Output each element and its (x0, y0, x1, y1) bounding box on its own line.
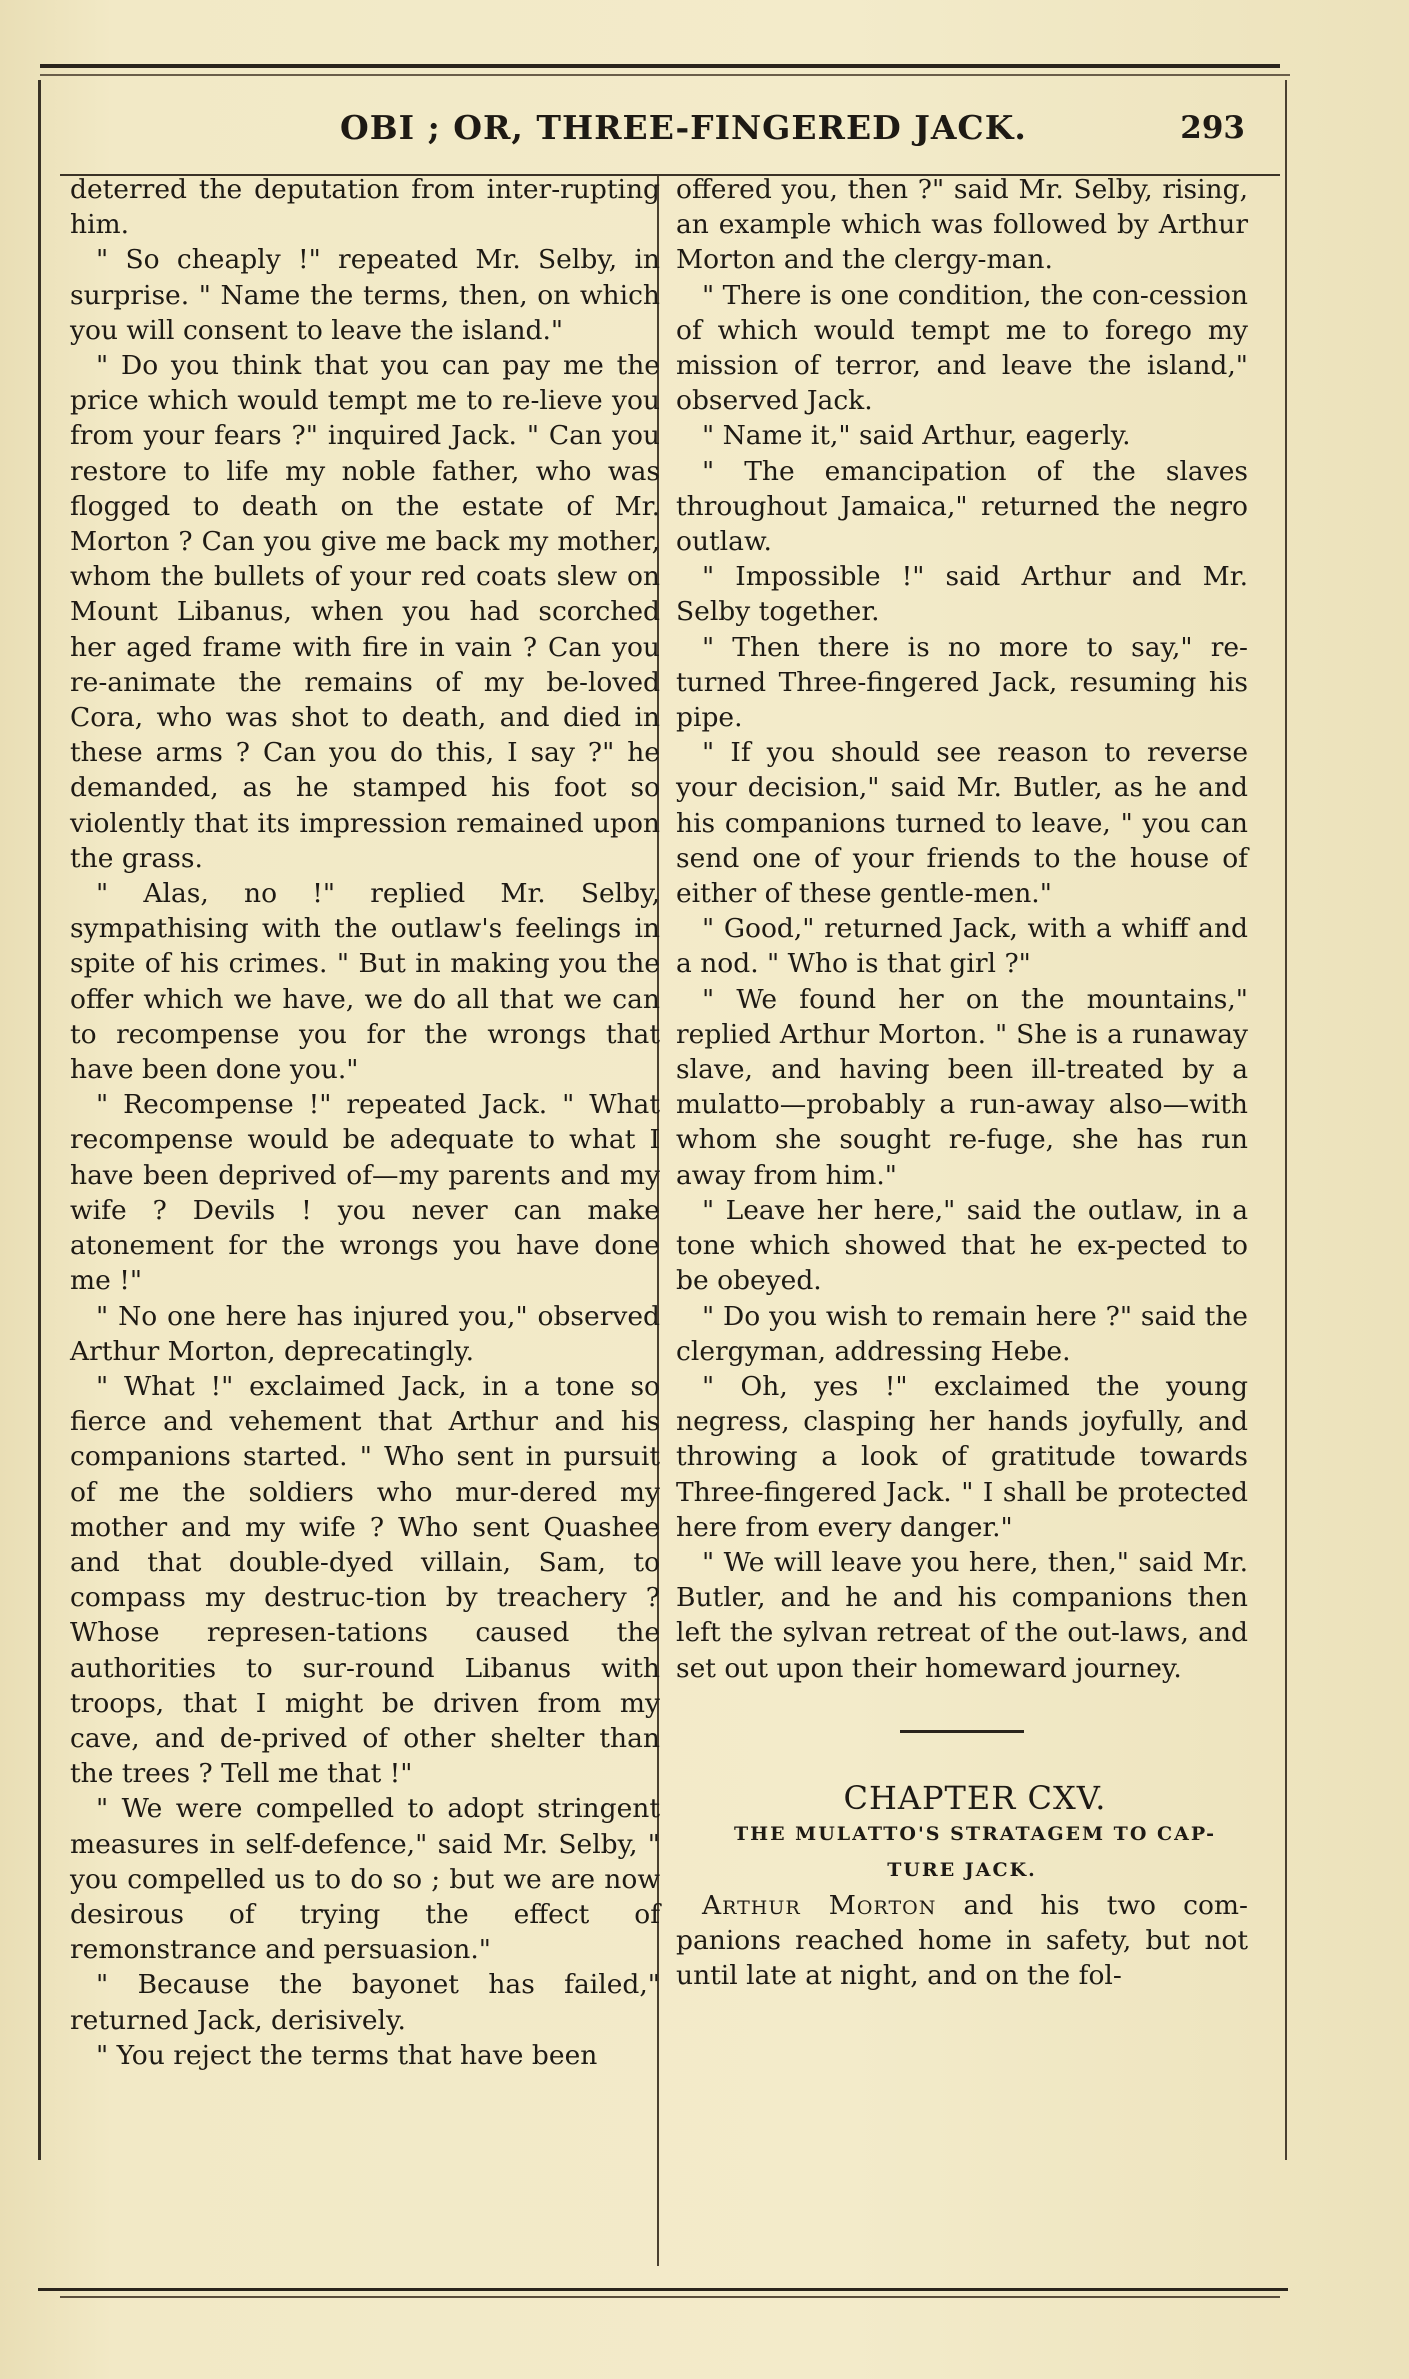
paragraph: " The emancipation of the slaves throughout Jamaica," returned the negro outlaw. (676, 455, 1248, 558)
paragraph: " Because the bayonet has failed," returned Jack, derisively. (70, 1969, 660, 2036)
paragraph: " Recompense !" repeated Jack. " What recompense would be adequate to what I have been deprived of—my parents and my wife ? Devils ! you never can make atonement for the wrongs you have done me !" (70, 1089, 660, 1297)
paragraph: " Do you wish to remain here ?" said the clergyman, addressing Hebe. (676, 1300, 1248, 1367)
top-border-rule (40, 64, 1280, 68)
paragraph: " We will leave you here, then," said Mr. Butler, and he and his companions then left the sylvan retreat of the out-laws, and set out upon their homeward journey. (676, 1546, 1248, 1684)
right-border-rule (1285, 80, 1287, 2160)
paragraph: " Leave her here," said the outlaw, in a tone which showed that he ex-pected to be obeyed. (676, 1194, 1248, 1297)
paragraph: deterred the deputation from inter-rupting him. (70, 174, 660, 241)
paragraph: " What !" exclaimed Jack, in a tone so fierce and vehement that Arthur and his companions started. " Who sent in pursuit of me the soldiers who mur-dered my mother and my wife ? Who sent Quashee and that double-dyed villain, Sam, to compass my destruc-tion by treachery ? Whose represen-tations caused the authorities to sur-round Libanus with troops, that I might be driven from my cave, and de-prived of other shelter than the trees ? Tell me that !" (70, 1370, 660, 1790)
bottom-border-rule-thin (60, 2296, 1280, 2298)
paragraph: offered you, then ?" said Mr. Selby, rising, an example which was followed by Arthur Morton and the clergy-man. (676, 174, 1248, 276)
paragraph: " No one here has injured you," observed Arthur Morton, deprecatingly. (70, 1300, 660, 1367)
paragraph: " Impossible !" said Arthur and Mr. Selby together. (676, 561, 1248, 628)
chapter-subtitle: THE MULATTO'S STRATAGEM TO CAP-TURE JACK. (733, 1822, 1216, 1881)
right-column (676, 172, 1248, 1994)
page-number: 293 (1180, 110, 1245, 146)
paragraph: " We found her on the mountains," replied Arthur Morton. " She is a runaway slave, and having been ill-treated by a mulatto—probably a run-away also—with whom she sought re-fuge, she has run away from him." (676, 983, 1248, 1191)
paragraph: " If you should see reason to reverse your decision," said Mr. Butler, as he and his companions turned to leave, " you can send one of your friends to the house of either of these gentle-men." (676, 737, 1248, 910)
top-border-rule-thin (40, 74, 1290, 76)
running-title: OBI ; OR, THREE-FINGERED JACK. (340, 108, 1027, 147)
paragraph: " Good," returned Jack, with a whiff and a nod. " Who is that girl ?" (676, 913, 1248, 980)
paragraph: " We were compelled to adopt stringent measures in self-defence," said Mr. Selby, " you compelled us to do so ; but we are now desirous of trying the effect of remonstrance and persuasion." (70, 1793, 660, 1966)
paragraph: " There is one condition, the con-cession of which would tempt me to forego my mission of terror, and leave the island," observed Jack. (676, 279, 1248, 417)
paragraph: " Oh, yes !" exclaimed the young negress, clasping her hands joyfully, and throwing a look of gratitude towards Three-fingered Jack. " I shall be protected here from every danger." (676, 1370, 1248, 1543)
opening-smallcaps: Arthur Morton (702, 1889, 937, 1921)
page-header (40, 96, 1285, 166)
paragraph: " Then there is no more to say," re-turned Three-fingered Jack, resuming his pipe. (676, 631, 1248, 734)
chapter-heading: CHAPTER CXV. (843, 1778, 1107, 1817)
paragraph: " Alas, no !" replied Mr. Selby, sympathising with the outlaw's feelings in spite of his crimes. " But in making you the offer which we have, we do all that we can to recompense you for the wrongs that have been done you." (70, 878, 660, 1086)
chapter-opening-paragraph (676, 1888, 1248, 1994)
paragraph: " So cheaply !" repeated Mr. Selby, in surprise. " Name the terms, then, on which you will consent to leave the island." (70, 244, 660, 346)
paragraph: " Do you think that you can pay me the price which would tempt me to re-lieve you from your fears ?" inquired Jack. " Can you restore to life my noble father, who was flogged to death on the estate of Mr. Morton ? Can you give me back my mother, whom the bullets of your red coats slew on Mount Libanus, when you had scorched her aged frame with fire in vain ? Can you re-animate the remains of my be-loved Cora, who was shot to death, and died in these arms ? Can you do this, I say ?" he demanded, as he stamped his foot so violently that its impression remained upon the grass. (70, 350, 660, 874)
left-column (70, 172, 660, 2073)
section-separator-rule (900, 1730, 1024, 1733)
bottom-border-rule (38, 2288, 1288, 2291)
opening-text: and his two com-panions reached home in safety, but not until late at night, and on the fol- (676, 1889, 1248, 1992)
paragraph: " Name it," said Arthur, eagerly. (702, 420, 1131, 452)
paragraph: " You reject the terms that have been (96, 2039, 598, 2071)
left-border-rule (38, 80, 41, 2160)
